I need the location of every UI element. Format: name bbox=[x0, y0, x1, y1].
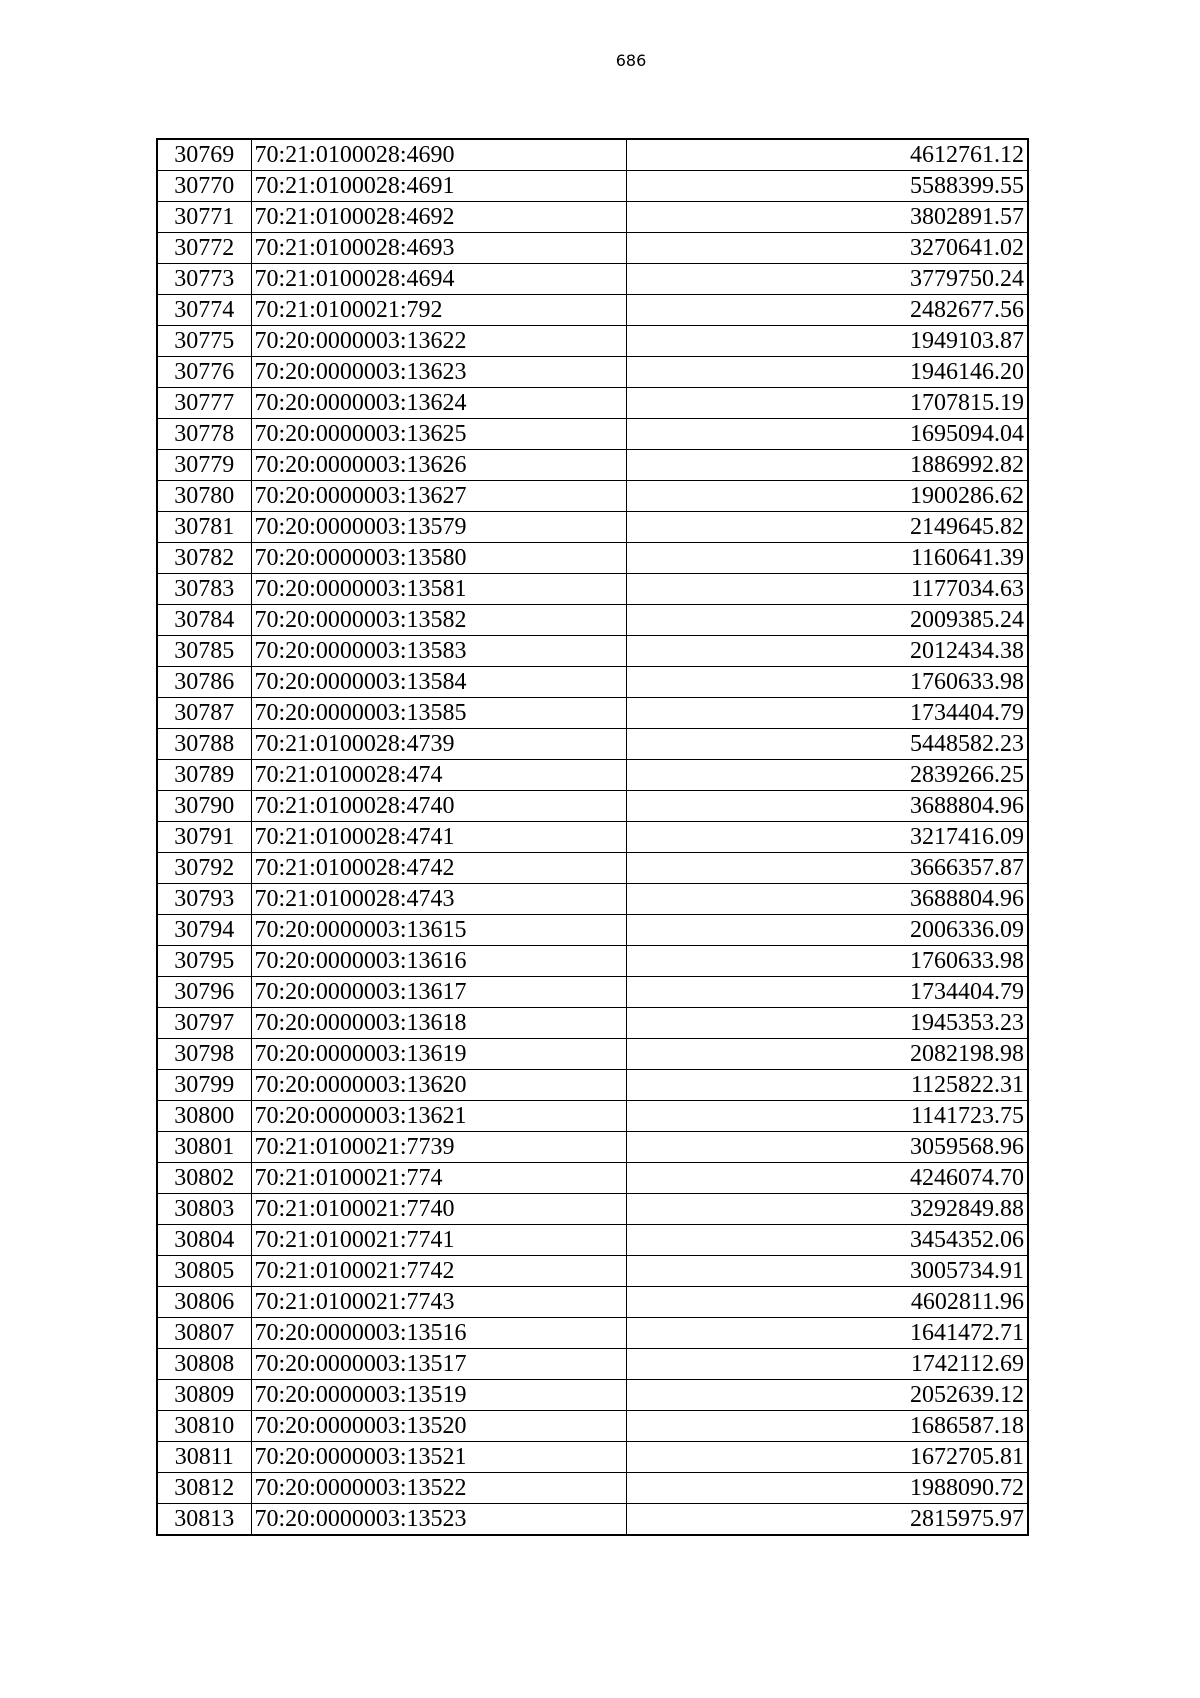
cadastral-value-cell: 3217416.09 bbox=[626, 822, 1028, 853]
cadastral-value-cell: 1141723.75 bbox=[626, 1101, 1028, 1132]
row-number-cell: 30809 bbox=[157, 1380, 251, 1411]
table-row bbox=[157, 1349, 1028, 1380]
table-row bbox=[157, 760, 1028, 791]
cadastral-number-cell: 70:20:0000003:13582 bbox=[251, 605, 626, 636]
row-number-cell: 30800 bbox=[157, 1101, 251, 1132]
table-row bbox=[157, 388, 1028, 419]
table-row bbox=[157, 1225, 1028, 1256]
table-row bbox=[157, 295, 1028, 326]
cadastral-number-cell: 70:20:0000003:13523 bbox=[251, 1504, 626, 1536]
row-number-cell: 30775 bbox=[157, 326, 251, 357]
table-row bbox=[157, 791, 1028, 822]
table-row bbox=[157, 1163, 1028, 1194]
table-row bbox=[157, 667, 1028, 698]
table-row bbox=[157, 512, 1028, 543]
cadastral-value-cell: 1641472.71 bbox=[626, 1318, 1028, 1349]
table-row bbox=[157, 822, 1028, 853]
row-number-cell: 30784 bbox=[157, 605, 251, 636]
cadastral-value-cell: 1742112.69 bbox=[626, 1349, 1028, 1380]
cadastral-number-cell: 70:20:0000003:13618 bbox=[251, 1008, 626, 1039]
row-number-cell: 30777 bbox=[157, 388, 251, 419]
cadastral-value-table bbox=[156, 138, 1029, 1536]
row-number-cell: 30772 bbox=[157, 233, 251, 264]
table-row bbox=[157, 1008, 1028, 1039]
table-row bbox=[157, 853, 1028, 884]
row-number-cell: 30797 bbox=[157, 1008, 251, 1039]
row-number-cell: 30787 bbox=[157, 698, 251, 729]
table-row bbox=[157, 636, 1028, 667]
table-row bbox=[157, 1380, 1028, 1411]
table-row bbox=[157, 419, 1028, 450]
cadastral-value-cell: 1946146.20 bbox=[626, 357, 1028, 388]
row-number-cell: 30798 bbox=[157, 1039, 251, 1070]
cadastral-value-cell: 3688804.96 bbox=[626, 884, 1028, 915]
table-row bbox=[157, 698, 1028, 729]
cadastral-number-cell: 70:21:0100028:4742 bbox=[251, 853, 626, 884]
table-row bbox=[157, 1442, 1028, 1473]
cadastral-value-cell: 3454352.06 bbox=[626, 1225, 1028, 1256]
cadastral-number-cell: 70:20:0000003:13615 bbox=[251, 915, 626, 946]
table-row bbox=[157, 481, 1028, 512]
row-number-cell: 30783 bbox=[157, 574, 251, 605]
row-number-cell: 30813 bbox=[157, 1504, 251, 1536]
cadastral-value-cell: 2052639.12 bbox=[626, 1380, 1028, 1411]
cadastral-value-cell: 2839266.25 bbox=[626, 760, 1028, 791]
cadastral-number-cell: 70:20:0000003:13623 bbox=[251, 357, 626, 388]
cadastral-value-cell: 3802891.57 bbox=[626, 202, 1028, 233]
cadastral-number-cell: 70:21:0100028:4694 bbox=[251, 264, 626, 295]
cadastral-number-cell: 70:20:0000003:13583 bbox=[251, 636, 626, 667]
row-number-cell: 30776 bbox=[157, 357, 251, 388]
cadastral-value-cell: 2149645.82 bbox=[626, 512, 1028, 543]
row-number-cell: 30782 bbox=[157, 543, 251, 574]
cadastral-number-cell: 70:20:0000003:13617 bbox=[251, 977, 626, 1008]
cadastral-number-cell: 70:20:0000003:13584 bbox=[251, 667, 626, 698]
row-number-cell: 30804 bbox=[157, 1225, 251, 1256]
cadastral-value-cell: 1760633.98 bbox=[626, 667, 1028, 698]
cadastral-number-cell: 70:20:0000003:13621 bbox=[251, 1101, 626, 1132]
cadastral-number-cell: 70:20:0000003:13616 bbox=[251, 946, 626, 977]
cadastral-number-cell: 70:20:0000003:13619 bbox=[251, 1039, 626, 1070]
row-number-cell: 30795 bbox=[157, 946, 251, 977]
table-row bbox=[157, 326, 1028, 357]
cadastral-number-cell: 70:21:0100028:4693 bbox=[251, 233, 626, 264]
cadastral-number-cell: 70:20:0000003:13585 bbox=[251, 698, 626, 729]
cadastral-number-cell: 70:21:0100021:7739 bbox=[251, 1132, 626, 1163]
cadastral-value-cell: 1177034.63 bbox=[626, 574, 1028, 605]
table-row bbox=[157, 171, 1028, 202]
cadastral-value-cell: 2012434.38 bbox=[626, 636, 1028, 667]
table-row bbox=[157, 605, 1028, 636]
row-number-cell: 30778 bbox=[157, 419, 251, 450]
row-number-cell: 30785 bbox=[157, 636, 251, 667]
table-row bbox=[157, 139, 1028, 171]
cadastral-number-cell: 70:20:0000003:13626 bbox=[251, 450, 626, 481]
cadastral-number-cell: 70:20:0000003:13516 bbox=[251, 1318, 626, 1349]
cadastral-number-cell: 70:20:0000003:13622 bbox=[251, 326, 626, 357]
cadastral-number-cell: 70:21:0100021:7743 bbox=[251, 1287, 626, 1318]
table-row bbox=[157, 233, 1028, 264]
cadastral-value-cell: 3270641.02 bbox=[626, 233, 1028, 264]
table-row bbox=[157, 1287, 1028, 1318]
cadastral-number-cell: 70:21:0100028:4691 bbox=[251, 171, 626, 202]
row-number-cell: 30791 bbox=[157, 822, 251, 853]
cadastral-value-cell: 1734404.79 bbox=[626, 698, 1028, 729]
cadastral-value-cell: 4612761.12 bbox=[626, 139, 1028, 171]
row-number-cell: 30812 bbox=[157, 1473, 251, 1504]
cadastral-number-cell: 70:20:0000003:13620 bbox=[251, 1070, 626, 1101]
row-number-cell: 30802 bbox=[157, 1163, 251, 1194]
cadastral-number-cell: 70:20:0000003:13579 bbox=[251, 512, 626, 543]
cadastral-value-cell: 1949103.87 bbox=[626, 326, 1028, 357]
cadastral-number-cell: 70:20:0000003:13522 bbox=[251, 1473, 626, 1504]
table-row bbox=[157, 1101, 1028, 1132]
table-row bbox=[157, 1039, 1028, 1070]
cadastral-value-cell: 1707815.19 bbox=[626, 388, 1028, 419]
row-number-cell: 30769 bbox=[157, 139, 251, 171]
table-row bbox=[157, 1256, 1028, 1287]
row-number-cell: 30810 bbox=[157, 1411, 251, 1442]
cadastral-number-cell: 70:20:0000003:13520 bbox=[251, 1411, 626, 1442]
cadastral-value-cell: 1672705.81 bbox=[626, 1442, 1028, 1473]
cadastral-value-cell: 1900286.62 bbox=[626, 481, 1028, 512]
cadastral-value-cell: 1686587.18 bbox=[626, 1411, 1028, 1442]
cadastral-number-cell: 70:21:0100028:474 bbox=[251, 760, 626, 791]
cadastral-value-cell: 2815975.97 bbox=[626, 1504, 1028, 1536]
table-row bbox=[157, 1318, 1028, 1349]
cadastral-value-cell: 1734404.79 bbox=[626, 977, 1028, 1008]
row-number-cell: 30789 bbox=[157, 760, 251, 791]
row-number-cell: 30808 bbox=[157, 1349, 251, 1380]
cadastral-value-cell: 5588399.55 bbox=[626, 171, 1028, 202]
table-row bbox=[157, 202, 1028, 233]
cadastral-value-cell: 1945353.23 bbox=[626, 1008, 1028, 1039]
cadastral-value-cell: 4602811.96 bbox=[626, 1287, 1028, 1318]
cadastral-number-cell: 70:21:0100028:4741 bbox=[251, 822, 626, 853]
cadastral-value-cell: 1125822.31 bbox=[626, 1070, 1028, 1101]
table-row bbox=[157, 450, 1028, 481]
cadastral-value-cell: 1160641.39 bbox=[626, 543, 1028, 574]
cadastral-value-cell: 2009385.24 bbox=[626, 605, 1028, 636]
cadastral-value-cell: 2482677.56 bbox=[626, 295, 1028, 326]
row-number-cell: 30806 bbox=[157, 1287, 251, 1318]
cadastral-number-cell: 70:21:0100028:4740 bbox=[251, 791, 626, 822]
table-row bbox=[157, 977, 1028, 1008]
table-row bbox=[157, 264, 1028, 295]
cadastral-number-cell: 70:21:0100028:4739 bbox=[251, 729, 626, 760]
cadastral-number-cell: 70:20:0000003:13627 bbox=[251, 481, 626, 512]
cadastral-number-cell: 70:20:0000003:13521 bbox=[251, 1442, 626, 1473]
row-number-cell: 30779 bbox=[157, 450, 251, 481]
table-row bbox=[157, 1070, 1028, 1101]
cadastral-value-cell: 3688804.96 bbox=[626, 791, 1028, 822]
page-number: 686 bbox=[615, 51, 647, 70]
cadastral-number-cell: 70:21:0100021:7740 bbox=[251, 1194, 626, 1225]
table-row bbox=[157, 1411, 1028, 1442]
table-row bbox=[157, 946, 1028, 977]
row-number-cell: 30793 bbox=[157, 884, 251, 915]
cadastral-number-cell: 70:20:0000003:13517 bbox=[251, 1349, 626, 1380]
table-row bbox=[157, 1194, 1028, 1225]
row-number-cell: 30807 bbox=[157, 1318, 251, 1349]
row-number-cell: 30786 bbox=[157, 667, 251, 698]
row-number-cell: 30770 bbox=[157, 171, 251, 202]
row-number-cell: 30773 bbox=[157, 264, 251, 295]
cadastral-number-cell: 70:21:0100028:4692 bbox=[251, 202, 626, 233]
row-number-cell: 30790 bbox=[157, 791, 251, 822]
cadastral-number-cell: 70:20:0000003:13625 bbox=[251, 419, 626, 450]
cadastral-number-cell: 70:20:0000003:13580 bbox=[251, 543, 626, 574]
row-number-cell: 30801 bbox=[157, 1132, 251, 1163]
cadastral-value-cell: 3059568.96 bbox=[626, 1132, 1028, 1163]
cadastral-number-cell: 70:21:0100028:4743 bbox=[251, 884, 626, 915]
row-number-cell: 30780 bbox=[157, 481, 251, 512]
row-number-cell: 30774 bbox=[157, 295, 251, 326]
table-row bbox=[157, 1504, 1028, 1536]
row-number-cell: 30811 bbox=[157, 1442, 251, 1473]
row-number-cell: 30792 bbox=[157, 853, 251, 884]
row-number-cell: 30771 bbox=[157, 202, 251, 233]
cadastral-value-cell: 1886992.82 bbox=[626, 450, 1028, 481]
cadastral-value-cell: 3666357.87 bbox=[626, 853, 1028, 884]
cadastral-number-cell: 70:21:0100021:7741 bbox=[251, 1225, 626, 1256]
row-number-cell: 30799 bbox=[157, 1070, 251, 1101]
table-row bbox=[157, 574, 1028, 605]
cadastral-value-cell: 3779750.24 bbox=[626, 264, 1028, 295]
cadastral-number-cell: 70:21:0100028:4690 bbox=[251, 139, 626, 171]
cadastral-number-cell: 70:20:0000003:13581 bbox=[251, 574, 626, 605]
table-row bbox=[157, 729, 1028, 760]
row-number-cell: 30794 bbox=[157, 915, 251, 946]
cadastral-value-cell: 1695094.04 bbox=[626, 419, 1028, 450]
row-number-cell: 30803 bbox=[157, 1194, 251, 1225]
cadastral-value-cell: 2082198.98 bbox=[626, 1039, 1028, 1070]
cadastral-number-cell: 70:20:0000003:13519 bbox=[251, 1380, 626, 1411]
cadastral-value-cell: 1760633.98 bbox=[626, 946, 1028, 977]
cadastral-value-cell: 3005734.91 bbox=[626, 1256, 1028, 1287]
row-number-cell: 30805 bbox=[157, 1256, 251, 1287]
cadastral-number-cell: 70:21:0100021:7742 bbox=[251, 1256, 626, 1287]
table-row bbox=[157, 543, 1028, 574]
cadastral-number-cell: 70:20:0000003:13624 bbox=[251, 388, 626, 419]
row-number-cell: 30781 bbox=[157, 512, 251, 543]
cadastral-value-cell: 4246074.70 bbox=[626, 1163, 1028, 1194]
table-row bbox=[157, 884, 1028, 915]
table-row bbox=[157, 1132, 1028, 1163]
table-row bbox=[157, 357, 1028, 388]
row-number-cell: 30796 bbox=[157, 977, 251, 1008]
table-body bbox=[157, 139, 1028, 1535]
table-row bbox=[157, 1473, 1028, 1504]
cadastral-number-cell: 70:21:0100021:774 bbox=[251, 1163, 626, 1194]
cadastral-value-cell: 1988090.72 bbox=[626, 1473, 1028, 1504]
table-row bbox=[157, 915, 1028, 946]
cadastral-value-cell: 5448582.23 bbox=[626, 729, 1028, 760]
row-number-cell: 30788 bbox=[157, 729, 251, 760]
cadastral-value-cell: 3292849.88 bbox=[626, 1194, 1028, 1225]
cadastral-number-cell: 70:21:0100021:792 bbox=[251, 295, 626, 326]
cadastral-value-cell: 2006336.09 bbox=[626, 915, 1028, 946]
